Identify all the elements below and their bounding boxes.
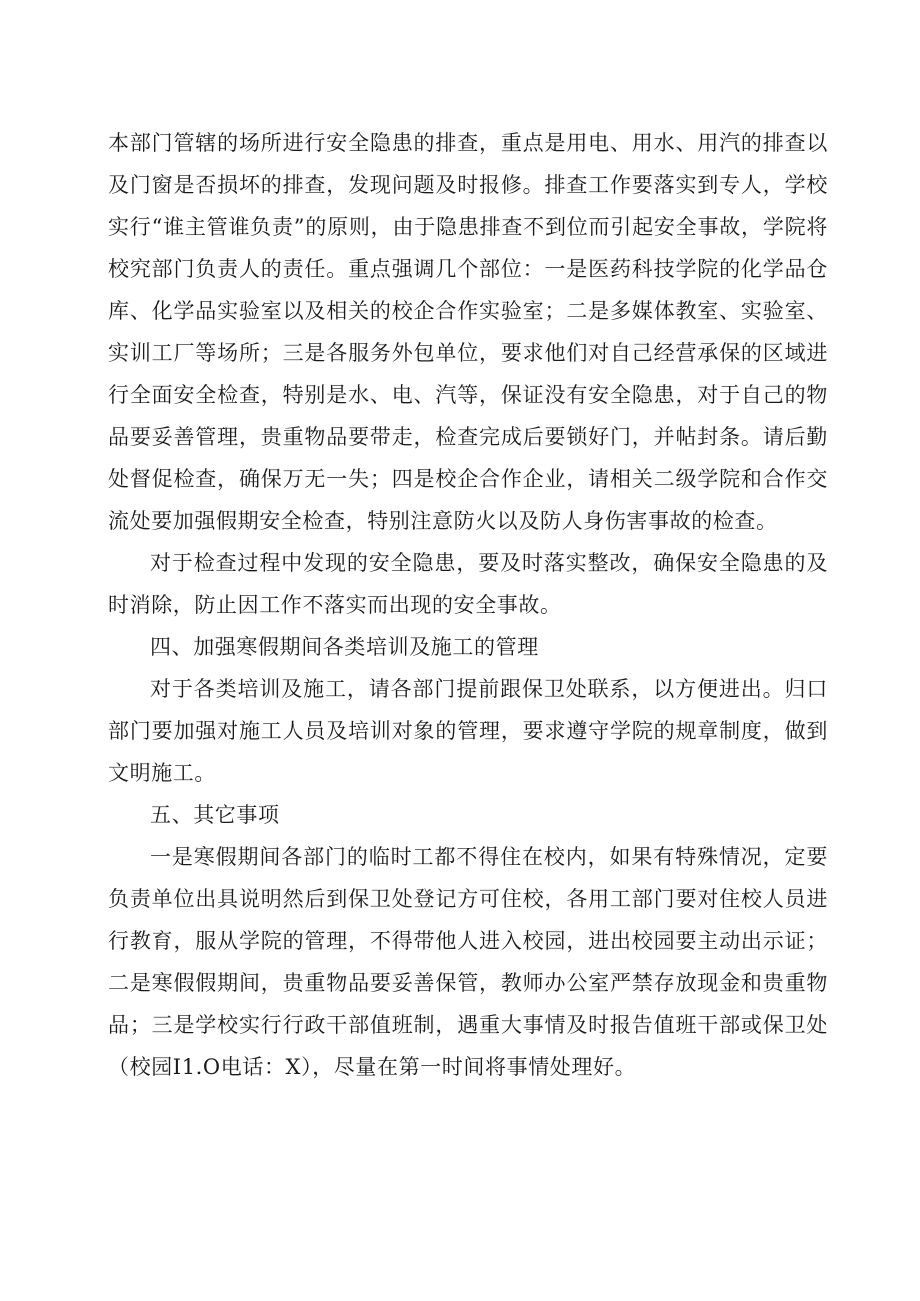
paragraph-rectification: 对于检查过程中发现的安全隐患，要及时落实整改，确保安全隐患的及时消除，防止因工作不落实而出现的安全事故。: [108, 551, 828, 617]
document-body: [108, 122, 828, 1088]
heading-other-matters: 五、其它事项: [150, 803, 280, 827]
heading-training-construction: 四、加强寒假期间各类培训及施工的管理: [150, 635, 539, 659]
paragraph-other-matters: 一是寒假期间各部门的临时工都不得住在校内，如果有特殊情况，定要负责单位出具说明然后到保卫处登记方可住校，各用工部门要对住校人员进行教育，服从学院的管理，不得带他人进入校园，进出校园要主动出示证；二是寒假假期间，贵重物品要妥善保管，教师办公室严禁存放现金和贵重物品；三是学校实行行政干部值班制，遇重大事情及时报告值班干部或保卫处（校园I1.O电话：X），尽量在第一时间将事情处理好。: [108, 845, 828, 1079]
paragraph-training-construction: 对于各类培训及施工，请各部门提前跟保卫处联系，以方便进出。归口部门要加强对施工人员及培训对象的管理，要求遵守学院的规章制度，做到文明施工。: [108, 677, 828, 785]
paragraph-safety-inspection: 本部门管辖的场所进行安全隐患的排查，重点是用电、用水、用汽的排查以及门窗是否损坏的排查，发现问题及时报修。排查工作要落实到专人，学校实行“谁主管谁负责”的原则，由于隐患排查不到位而引起安全事故，学院将校究部门负责人的责任。重点强调几个部位：一是医药科技学院的化学品仓库、化学品实验室以及相关的校企合作实验室；二是多媒体教室、实验室、实训工厂等场所；三是各服务外包单位，要求他们对自己经营承保的区域进行全面安全检查，特别是水、电、汽等，保证没有安全隐患，对于自己的物品要妥善管理，贵重物品要带走，检查完成后要锁好门，并帖封条。请后勤处督促检查，确保万无一失；四是校企合作企业，请相关二级学院和合作交流处要加强假期安全检查，特别注意防火以及防人身伤害事故的检查。: [108, 131, 828, 533]
